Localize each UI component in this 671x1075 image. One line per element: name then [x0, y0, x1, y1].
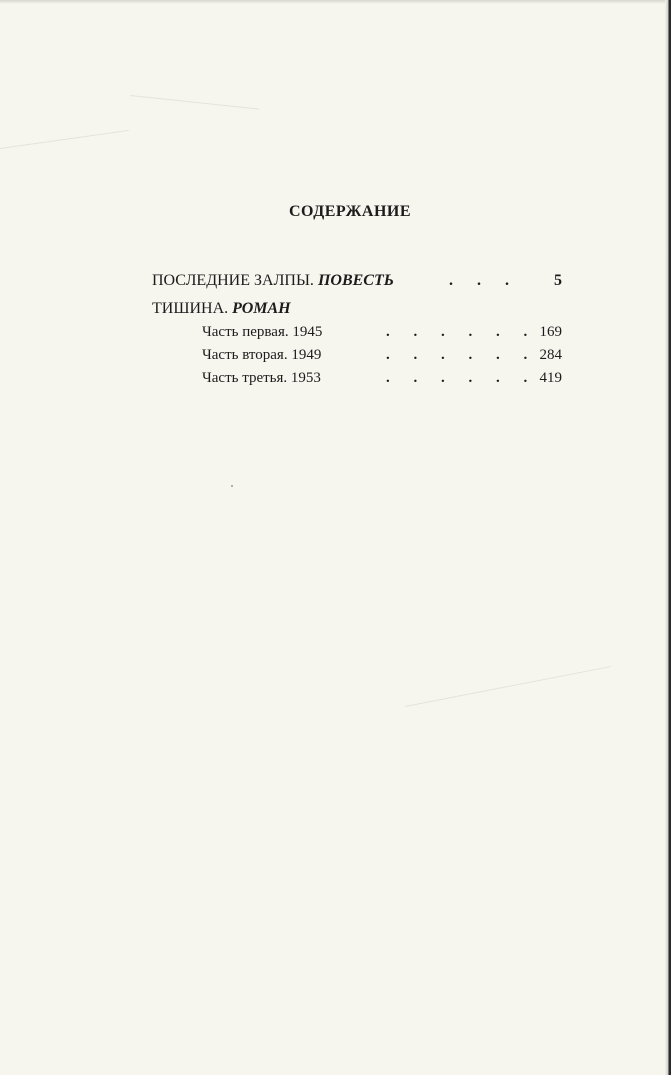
toc-entry-genre: РОМАН — [232, 300, 291, 317]
toc-entry-silence — [152, 297, 562, 321]
toc-title: СОДЕРЖАНИЕ — [288, 203, 412, 220]
toc-subentry-label: Часть третья. 1953 — [202, 370, 321, 386]
toc-dot-leader: . . . — [449, 272, 519, 289]
toc-subentry-part-1 — [152, 321, 562, 344]
paper-crease — [130, 95, 259, 110]
table-of-contents — [152, 268, 562, 390]
page-right-edge — [665, 0, 671, 1075]
toc-page-number: 419 — [539, 370, 562, 386]
toc-dot-leader: . . . . . . — [386, 370, 538, 386]
toc-dot-leader: . . . . . . — [386, 324, 538, 340]
toc-page-number: 5 — [554, 272, 562, 289]
toc-entry-last-salvoes — [152, 268, 562, 294]
paper-crease — [0, 130, 129, 149]
toc-subentry-part-2 — [152, 344, 562, 367]
toc-entry-genre: ПОВЕСТЬ — [317, 272, 394, 289]
toc-page-number: 169 — [539, 324, 562, 340]
paper-speck — [231, 485, 233, 487]
toc-subentry-part-3 — [152, 367, 562, 390]
toc-dot-leader: . . . . . . — [386, 347, 538, 363]
page-top-edge — [0, 0, 671, 4]
toc-subentry-label: Часть вторая. 1949 — [202, 347, 322, 363]
toc-entry-label: ПОСЛЕДНИЕ ЗАЛПЫ. — [152, 272, 314, 289]
toc-subentry-label: Часть первая. 1945 — [202, 324, 323, 340]
paper-crease — [405, 666, 611, 707]
toc-entry-label: ТИШИНА. — [152, 300, 229, 317]
toc-page-number: 284 — [539, 347, 562, 363]
